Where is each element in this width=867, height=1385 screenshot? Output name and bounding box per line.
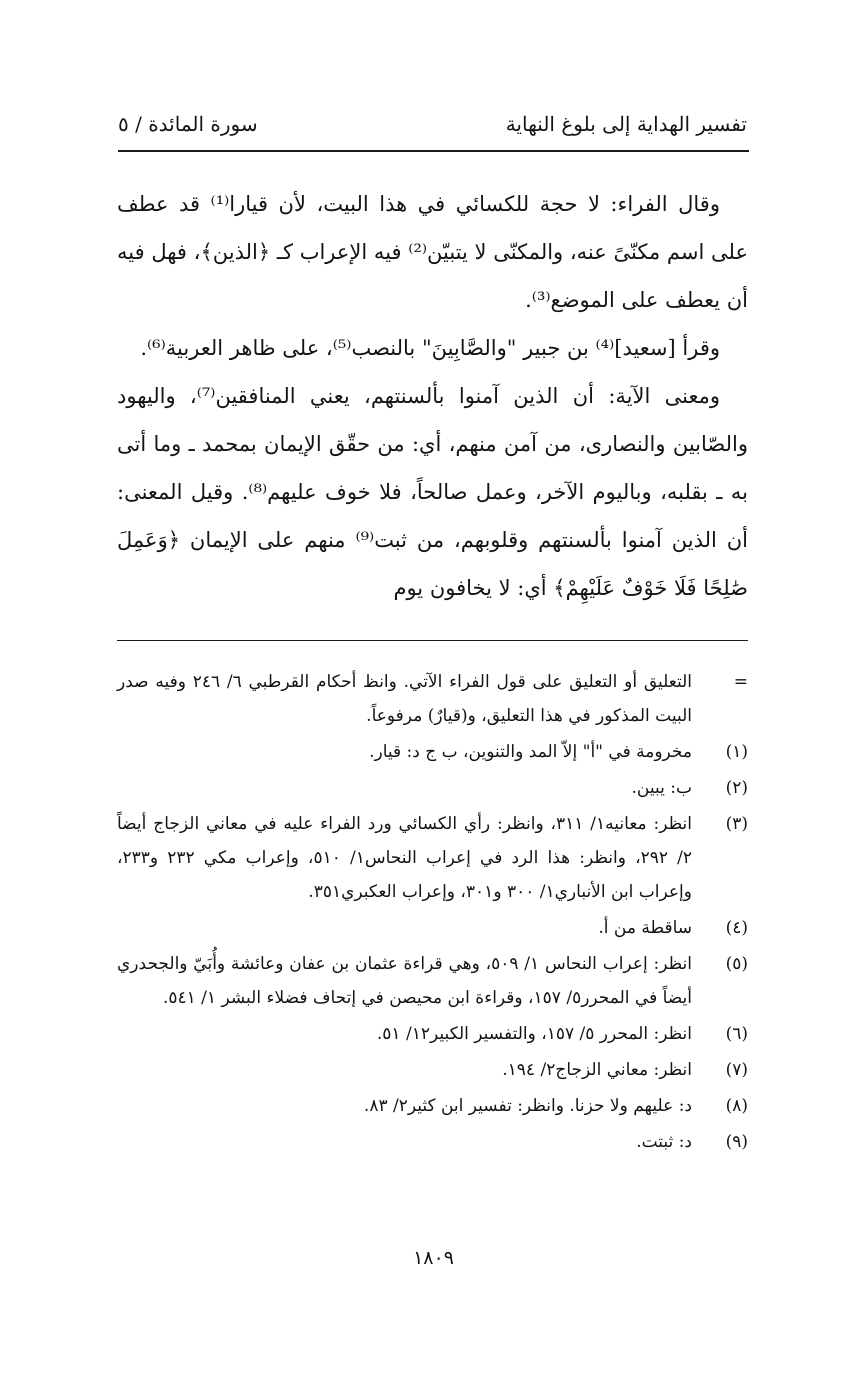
paragraph: ومعنى الآية: أن الذين آمنوا بألسنتهم، يعني المنافقين⁽⁷⁾، واليهود والصّابين والنصارى، من آمن منهم، أي: من حقّق الإيمان بمحمد ـ وما أتى به ـ بقلبه، وباليوم الآخر، وعمل صالحاً، فلا خوف عليهم⁽⁸⁾. وقيل المعنى: أن الذين آمنوا بألسنتهم وقلوبهم، من ثبت⁽⁹⁾ منهم على الإيمان ﴿وَعَمِلَ صَٰلِحًا فَلَا خَوْفٌ عَلَيْهِمْ﴾ أي: لا يخافون يوم: [117, 384, 748, 600]
footnote-number: (٦): [725, 1024, 748, 1044]
footnote-8: [117, 1089, 748, 1123]
footnote-number: (٤): [725, 918, 748, 938]
footnote-text: ب: يبين.: [631, 778, 692, 798]
main-text: [117, 180, 748, 612]
footnote-number: (٨): [725, 1096, 748, 1116]
paragraph: وقال الفراء: لا حجة للكسائي في هذا البيت، لأن قيارا⁽¹⁾ قد عطف على اسم مكنّىً عنه، والمكنّى لا يتبيّن⁽²⁾ فيه الإعراب كـ ﴿الذين﴾، فهل فيه أن يعطف على الموضع⁽³⁾.: [117, 192, 748, 312]
footnote-7: [117, 1053, 748, 1087]
footnote-3: [117, 807, 748, 909]
footnote-number: (١): [725, 742, 748, 762]
footnote-continuation: [117, 665, 748, 733]
footnote-divider: [117, 640, 748, 641]
footnote-2: [117, 771, 748, 805]
footnote-text: د: عليهم ولا حزنا. وانظر: تفسير ابن كثير٢/ ٨٣.: [363, 1096, 692, 1116]
footnote-marker: =: [733, 672, 748, 692]
footnote-text: انظر: معانيه١/ ٣١١، وانظر: رأي الكسائي ورد الفراء عليه في معاني الزجاج أيضاً ٢/ ٢٩٢، وانظر: هذا الرد في إعراب النحاس١/ ٥١٠، وإعراب مكي ٢٣٢ و٢٣٣، وإعراب ابن الأنباري١/ ٣٠٠ و٣٠١، وإعراب العكبري٣٥١.: [117, 814, 692, 902]
paragraph: وقرأ [سعيد]⁽⁴⁾ بن جبير "والصَّابِينَ" بالنصب⁽⁵⁾، على ظاهر العربية⁽⁶⁾.: [140, 336, 720, 360]
footnote-5: [117, 947, 748, 1015]
footnote-text: انظر: معاني الزجاج٢/ ١٩٤.: [502, 1060, 692, 1080]
footnote-9: [117, 1125, 748, 1159]
footnote-number: (٢): [725, 778, 748, 798]
book-title: تفسير الهداية إلى بلوغ النهاية: [505, 112, 747, 136]
footnotes: [117, 665, 748, 1161]
footnote-1: [117, 735, 748, 769]
header-divider: [118, 150, 749, 152]
footnote-text: انظر: المحرر ٥/ ١٥٧، والتفسير الكبير١٢/ ٥١.: [376, 1024, 692, 1044]
footnote-text: د: ثبتت.: [636, 1132, 692, 1152]
footnote-number: (٥): [725, 954, 748, 974]
footnote-text: انظر: إعراب النحاس ١/ ٥٠٩، وهي قراءة عثمان بن عفان وعائشة وأُبَيّ والجحدري أيضاً في المحرر٥/ ١٥٧، وقراءة ابن محيصن في إتحاف فضلاء البشر ١/ ٥٤١.: [117, 954, 692, 1008]
footnote-4: [117, 911, 748, 945]
footnote-text: مخرومة في "أ" إلاّ المد والتنوين، ب ج د: قيار.: [369, 742, 692, 762]
footnote-text: التعليق أو التعليق على قول الفراء الآتي. وانظ أحكام القرطبي ٦/ ٢٤٦ وفيه صدر البيت المذكور في هذا التعليق، و(قيارٌ) مرفوعاً.: [117, 672, 692, 726]
surah-reference: سورة المائدة / ٥: [118, 112, 258, 136]
footnote-number: (٧): [725, 1060, 748, 1080]
footnote-text: ساقطة من أ.: [598, 918, 692, 938]
footnote-6: [117, 1017, 748, 1051]
footnote-number: (٩): [725, 1132, 748, 1152]
page-number: ١٨٠٩: [413, 1247, 454, 1269]
footnote-number: (٣): [725, 814, 748, 834]
